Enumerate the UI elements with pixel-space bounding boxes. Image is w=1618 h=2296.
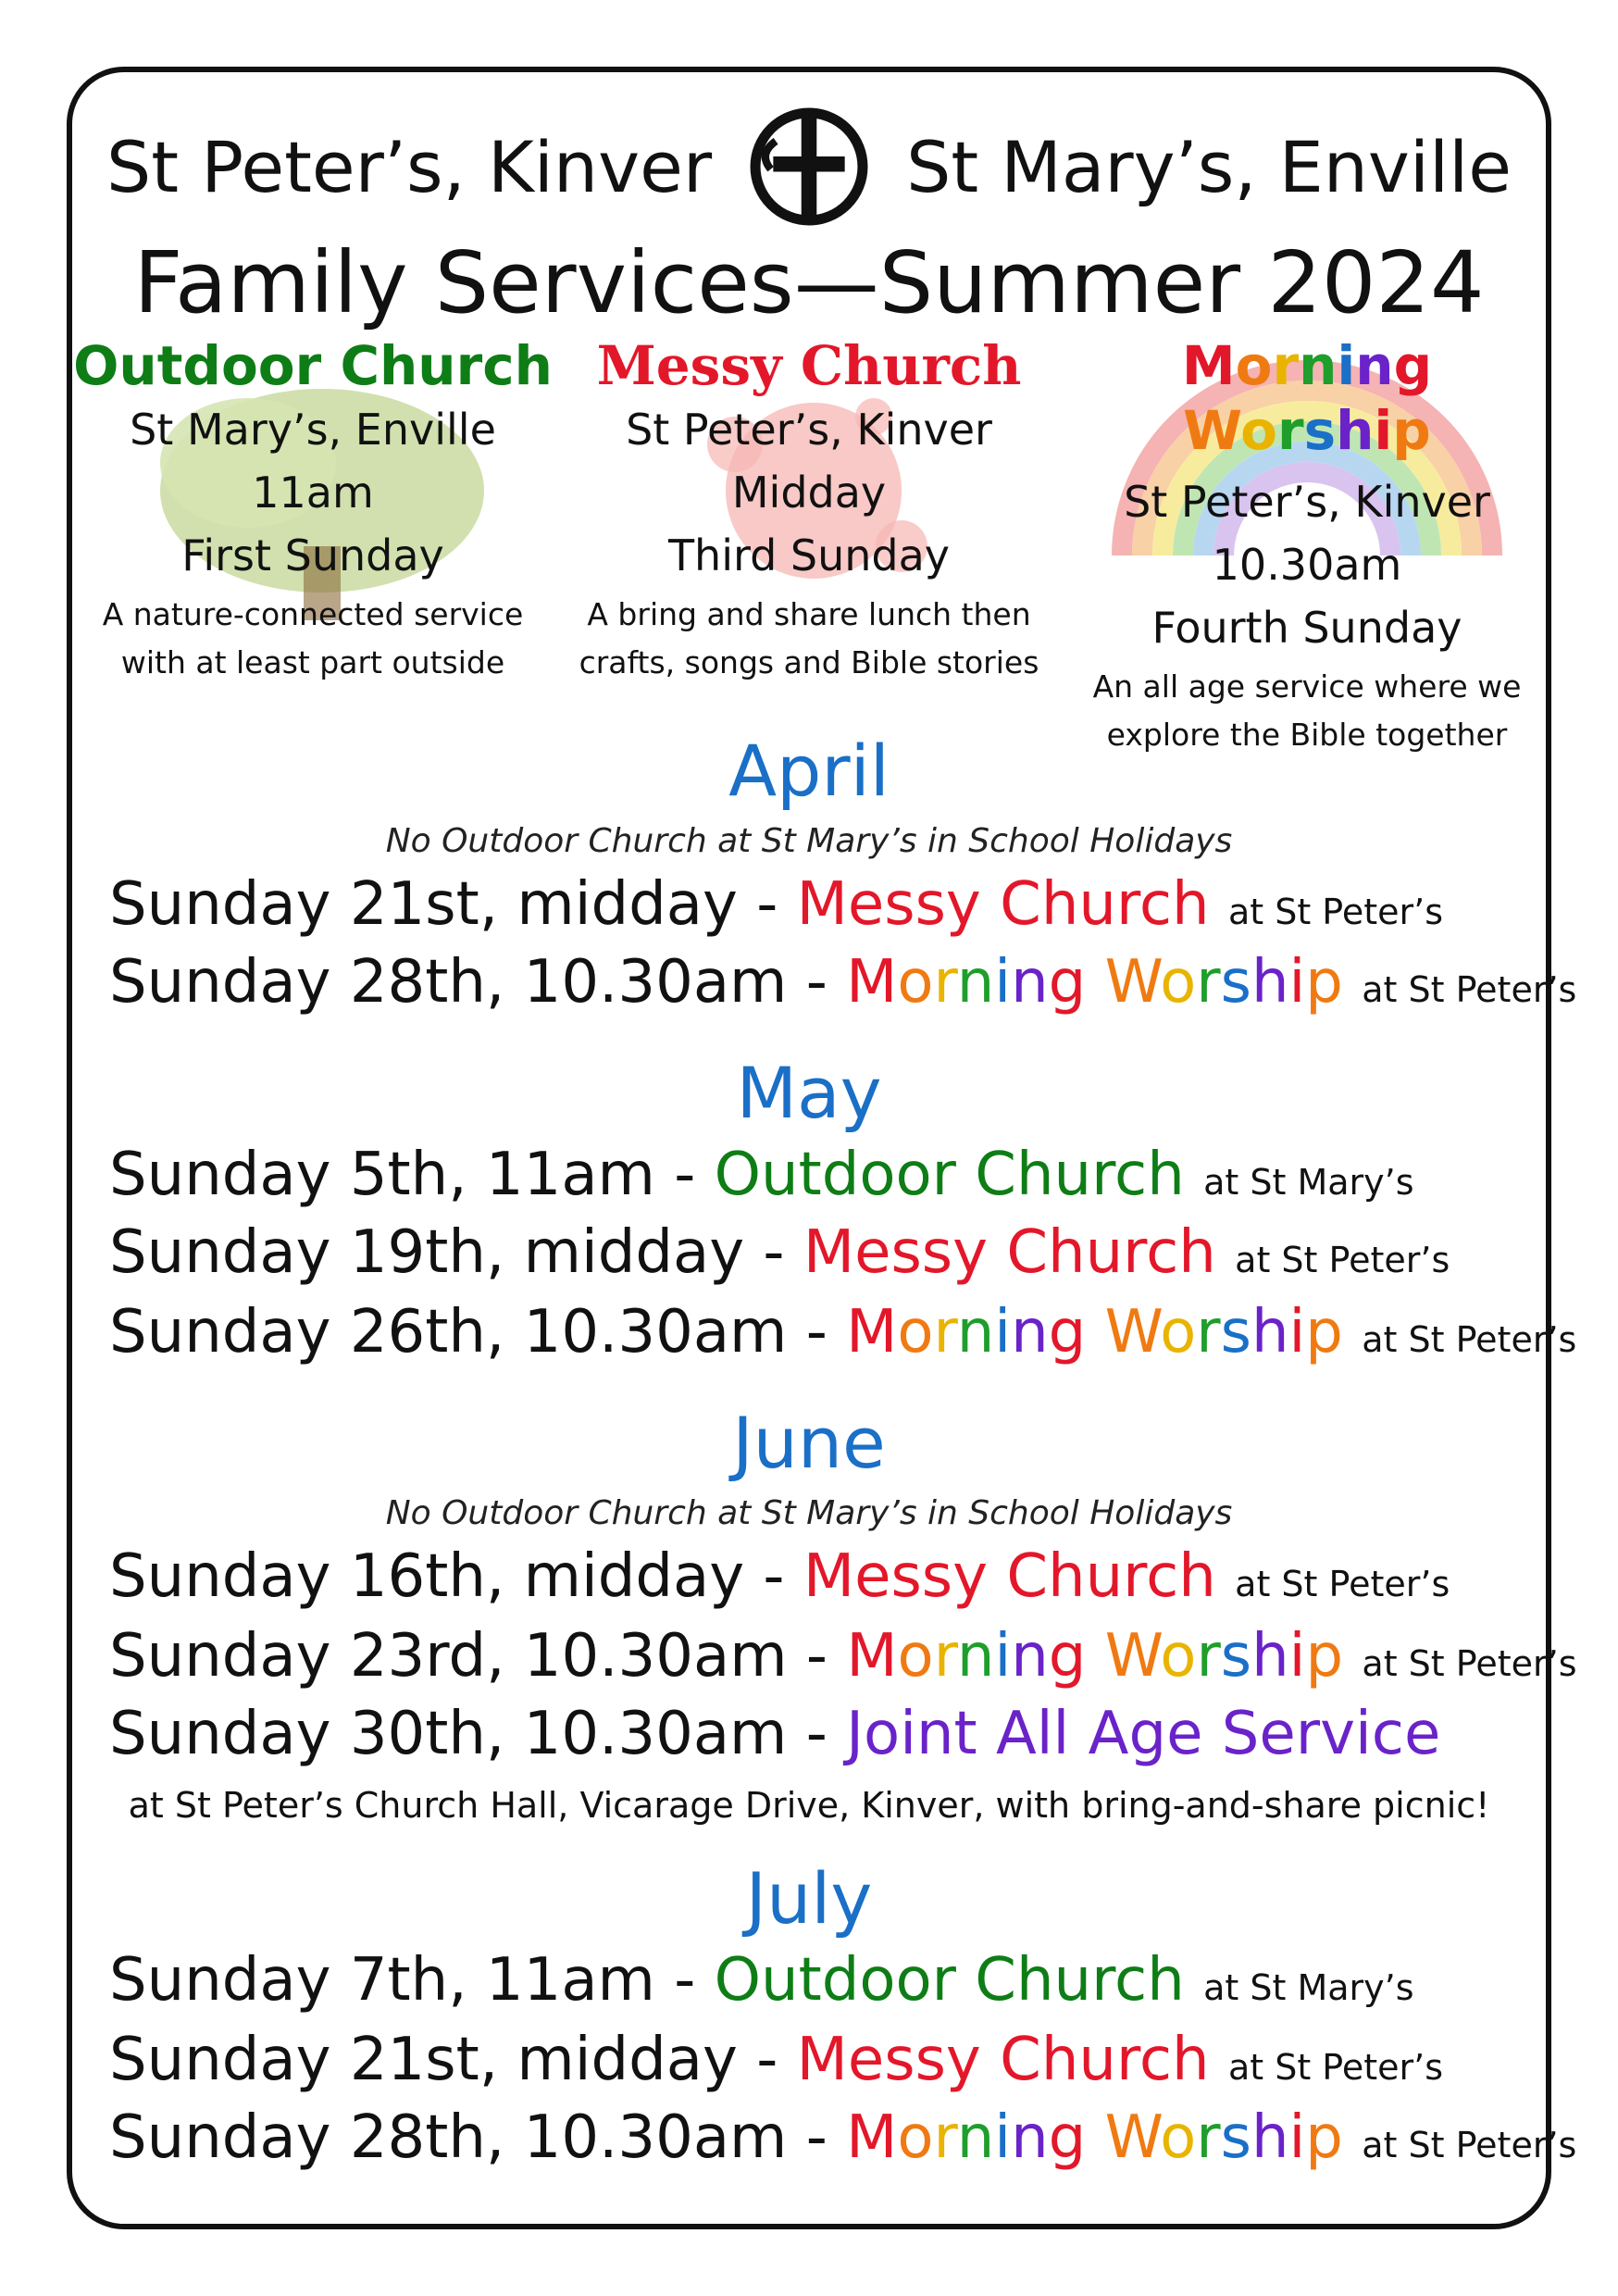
event-service: Messy Church <box>803 1542 1216 1611</box>
list-item <box>109 870 1443 939</box>
left-church-name: St Peter’s, Kinver <box>106 125 713 208</box>
messy-church-desc-2: crafts, songs and Bible stories <box>579 644 1039 680</box>
messy-church-day: Third Sunday <box>667 530 951 580</box>
june-note: No Outdoor Church at St Mary’s in School Holidays <box>385 1494 1233 1532</box>
list-item <box>109 1700 1440 1768</box>
morning-worship-day: Fourth Sunday <box>1151 603 1462 653</box>
event-location: at St Peter’s <box>1227 892 1444 932</box>
list-item <box>109 2103 1576 2172</box>
event-date: Sunday 30th, 10.30am - <box>109 1700 847 1768</box>
list-item <box>109 2026 1443 2094</box>
event-service: Morning Worship <box>846 1622 1344 1691</box>
event-location: at St Peter’s <box>1235 1240 1450 1280</box>
event-date: Sunday 5th, 11am - <box>109 1141 715 1209</box>
list-item <box>109 1622 1577 1691</box>
event-date: Sunday 28th, 10.30am - <box>109 2103 847 2172</box>
church-cross-logo-icon <box>745 103 873 231</box>
header <box>0 111 1618 222</box>
outdoor-church-time: 11am <box>252 468 374 518</box>
event-service: Outdoor Church <box>714 1141 1185 1209</box>
event-date: Sunday 7th, 11am - <box>109 1946 715 2015</box>
morning-worship-place: St Peter’s, Kinver <box>1124 477 1490 527</box>
april-note: No Outdoor Church at St Mary’s in School Holidays <box>385 822 1233 860</box>
morning-worship-desc-1: An all age service where we <box>1092 668 1522 705</box>
event-location: at St Mary’s <box>1203 1162 1414 1203</box>
list-item <box>109 1542 1450 1611</box>
morning-worship-time: 10.30am <box>1212 540 1402 590</box>
month-may: May <box>736 1052 882 1134</box>
event-service: Messy Church <box>796 870 1210 939</box>
month-april: April <box>728 730 890 812</box>
messy-church-title: Messy Church <box>596 334 1022 397</box>
event-location: at St Peter’s <box>1362 1319 1577 1360</box>
list-item <box>109 1141 1414 1209</box>
event-service: Messy Church <box>803 1218 1216 1287</box>
event-date: Sunday 26th, 10.30am - <box>109 1298 847 1366</box>
event-date: Sunday 16th, midday - <box>109 1542 803 1611</box>
right-church-name: St Mary’s, Enville <box>906 125 1512 208</box>
page-title: Family Services—Summer 2024 <box>133 233 1485 332</box>
event-location: at St Peter’s <box>1235 1564 1450 1604</box>
morning-worship-desc-2: explore the Bible together <box>1106 717 1508 753</box>
month-july: July <box>745 1857 873 1940</box>
event-location: at St Peter’s <box>1362 1643 1577 1684</box>
outdoor-church-place: St Mary’s, Enville <box>130 405 496 455</box>
messy-church-desc-1: A bring and share lunch then <box>587 596 1031 632</box>
outdoor-church-title: Outdoor Church <box>73 334 553 397</box>
event-service: Morning Worship <box>846 1298 1343 1366</box>
list-item <box>109 1218 1450 1287</box>
messy-church-place: St Peter’s, Kinver <box>626 405 992 455</box>
event-service: Joint All Age Service <box>846 1700 1441 1768</box>
event-service: Morning Worship <box>846 2103 1343 2172</box>
event-date: Sunday 19th, midday - <box>109 1218 803 1287</box>
outdoor-church-desc-2: with at least part outside <box>120 644 505 680</box>
service-messy-church <box>568 333 1050 704</box>
event-date: Sunday 21st, midday - <box>109 2026 797 2094</box>
event-service: Outdoor Church <box>714 1946 1185 2015</box>
event-location: at St Mary’s <box>1203 1967 1414 2008</box>
service-outdoor-church <box>72 333 554 704</box>
event-location: at St Peter’s <box>1362 2125 1577 2165</box>
event-location: at St Peter’s <box>1227 2047 1444 2088</box>
list-item <box>109 1298 1576 1366</box>
outdoor-church-day: First Sunday <box>181 530 444 580</box>
morning-worship-title: Morning Worship <box>1181 334 1433 462</box>
list-item <box>109 948 1576 1017</box>
event-date: Sunday 23rd, 10.30am - <box>109 1622 847 1691</box>
list-item <box>109 1946 1414 2015</box>
event-service: Messy Church <box>796 2026 1210 2094</box>
event-date: Sunday 28th, 10.30am - <box>109 948 847 1017</box>
messy-church-time: Midday <box>731 468 887 518</box>
event-date: Sunday 21st, midday - <box>109 870 797 939</box>
joint-service-location: at St Peter’s Church Hall, Vicarage Drive, Kinver, with bring-and-share picnic! <box>128 1785 1490 1826</box>
event-service: Morning Worship <box>846 948 1343 1017</box>
outdoor-church-desc-1: A nature-connected service <box>102 596 524 632</box>
event-location: at St Peter’s <box>1362 969 1577 1010</box>
service-morning-worship <box>1066 333 1548 753</box>
month-june: June <box>732 1402 886 1484</box>
